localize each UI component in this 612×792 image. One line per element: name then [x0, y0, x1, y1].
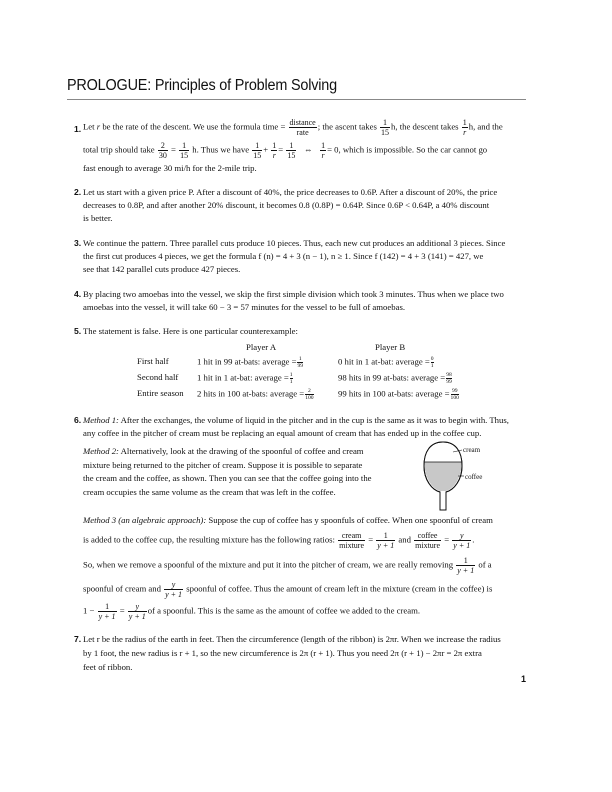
- table-cell-b: 99 hits in 100 at-bats: average = $\frac{99}{100}$: [338, 388, 459, 401]
- title-rule: [67, 99, 526, 100]
- problem-2-number: 2.: [74, 187, 82, 197]
- problem-4-line-2: amoebas into the vessel, it will take 60 − 3 = 57 minutes for the vessel to be full of amoebas.: [83, 302, 405, 312]
- problem-7-number: 7.: [74, 634, 82, 644]
- problem-3-line-2: the first cut produces 4 pieces, we get the formula f (n) = 4 + 3 (n − 1), n ≥ 1. Since f (142) = 4 + 3 (141) = 427, we: [83, 251, 484, 261]
- fraction-distance-rate: $\frac{\text{distance}}{\text{rate}}$: [289, 118, 316, 137]
- method-3-line-1: Method 3 (an algebraic approach): Suppose the cup of coffee has y spoonfuls of coffee. When one spoonful of cream: [83, 515, 493, 525]
- figure-label-cream: cream: [463, 446, 481, 454]
- problem-5-number: 5.: [74, 326, 82, 336]
- problem-7-line-3: feet of ribbon.: [83, 662, 133, 672]
- table-cell-a: 1 hit in 99 at-bats: average = $\frac{1}{99}$: [197, 356, 304, 369]
- table-cell-b: 0 hit in 1 at-bat: average = $\frac{0}{1}$: [338, 356, 434, 369]
- method-2-line-3: the cream and the coffee, as shown. Then you can see that the coffee going into the: [83, 473, 372, 483]
- method-2-line-2: mixture being returned to the pitcher of cream. Suppose it is possible to separate: [83, 460, 363, 470]
- problem-4-line-1: By placing two amoebas into the vessel, we skip the first simple division which took 3 minutes. Thus when we place two: [83, 289, 504, 299]
- problem-1-line-3: fast enough to average 30 mi/h for the 2-mile trip.: [83, 163, 257, 173]
- problem-6-number: 6.: [74, 415, 82, 425]
- problem-3-number: 3.: [74, 238, 82, 248]
- method-1-line-1: Method 1: After the exchanges, the volume of liquid in the pitcher and in the cup is the same as it was to begin with. Thus,: [83, 415, 509, 425]
- figure-label-coffee: coffee: [465, 473, 483, 481]
- method-2-line-1: Method 2: Alternatively, look at the drawing of the spoonful of coffee and cream: [83, 446, 364, 456]
- table-cell-a: 2 hits in 100 at-bats: average = $\frac{2}{100}$: [197, 388, 314, 401]
- page-number: 1: [520, 674, 526, 684]
- method-3-line-2: is added to the coffee cup, the resulting mixture has the following ratios: $\frac{\text{cream}}{\text{mixture}}$ = $\frac{1}{y + 1}$ and $\frac{\text{coffee}}{\text{mixture}}$ = $\frac{y}{y + 1}$ .: [83, 531, 475, 550]
- problem-5-intro: The statement is false. Here is one particular counterexample:: [83, 326, 298, 336]
- table-header-player-b: Player B: [375, 342, 406, 352]
- method-3-line-4: spoonful of cream and $\frac{y}{y + 1}$ spoonful of coffee. Thus the amount of cream left in the mixture (cream in the coffee) is: [83, 580, 493, 599]
- problem-1-line-1: Let r be the rate of the descent. We use the formula time = $\frac{\text{distance}}{\text{rate}}$ ; the ascent takes $\frac{1}{15}$ h, the descent takes $\frac{1}{r}$ h, and the: [83, 118, 503, 137]
- problem-2-line-2: decreases to 0.8P, and after another 20% discount, it becomes 0.8 (0.8P) = 0.64P. Since 0.6P < 0.64P, a 40% discount: [83, 200, 490, 210]
- problem-2-line-3: is better.: [83, 213, 113, 223]
- table-row-label: Second half: [137, 372, 179, 382]
- problem-2-line-1: Let us start with a given price P. After a discount of 40%, the price decreases to 0.6P. After a discount of 20%, the price: [83, 187, 498, 197]
- method-1-line-2: any coffee in the pitcher of cream must be replacing an equal amount of cream that has ended up in the coffee cup.: [83, 428, 482, 438]
- method-3-line-5: 1 − $\frac{1}{y + 1}$ = $\frac{y}{y + 1}$ of a spoonful. This is the same as the amount of coffee we added to the cream.: [83, 602, 421, 621]
- problem-3-line-1: We continue the pattern. Three parallel cuts produce 10 pieces. Thus, each new cut produces an additional 3 pieces. Since: [83, 238, 506, 248]
- table-cell-a: 1 hit in 1 at-bat: average = $\frac{1}{1}$: [197, 372, 293, 385]
- problem-1-line-2: total trip should take $\frac{2}{30}$ = $\frac{1}{15}$ h. Thus we have $\frac{1}{15}$ + $\frac{1}{r}$ = $\frac{1}{15}$ ⇔ $\frac{1}{r}$ = 0, which is impossible. So the car cannot go: [83, 141, 488, 160]
- problem-7-line-1: Let r be the radius of the earth in feet. Then the circumference (length of the ribbon) is 2πr. When we increase the radius: [83, 634, 501, 644]
- method-2-line-4: cream occupies the same volume as the cream that was left in the coffee.: [83, 487, 336, 497]
- problem-4-number: 4.: [74, 289, 82, 299]
- page-title: PROLOGUE: Principles of Problem Solving: [67, 77, 337, 94]
- problem-3-line-3: see that 142 parallel cuts produce 427 pieces.: [83, 264, 241, 274]
- problem-7-line-2: by 1 foot, the new radius is r + 1, so the new circumference is 2π (r + 1). Thus you need 2π (r + 1) − 2πr = 2π extra: [83, 648, 482, 658]
- table-header-player-a: Player A: [246, 342, 277, 352]
- problem-1-number: 1.: [74, 124, 82, 134]
- method-3-line-3: So, when we remove a spoonful of the mixture and put it into the pitcher of cream, we are really removing $\frac{1}{y + 1}$ of a: [83, 556, 492, 575]
- table-row-label: First half: [137, 356, 169, 366]
- table-row-label: Entire season: [137, 388, 184, 398]
- table-cell-b: 98 hits in 99 at-bats: average = $\frac{98}{99}$: [338, 372, 452, 385]
